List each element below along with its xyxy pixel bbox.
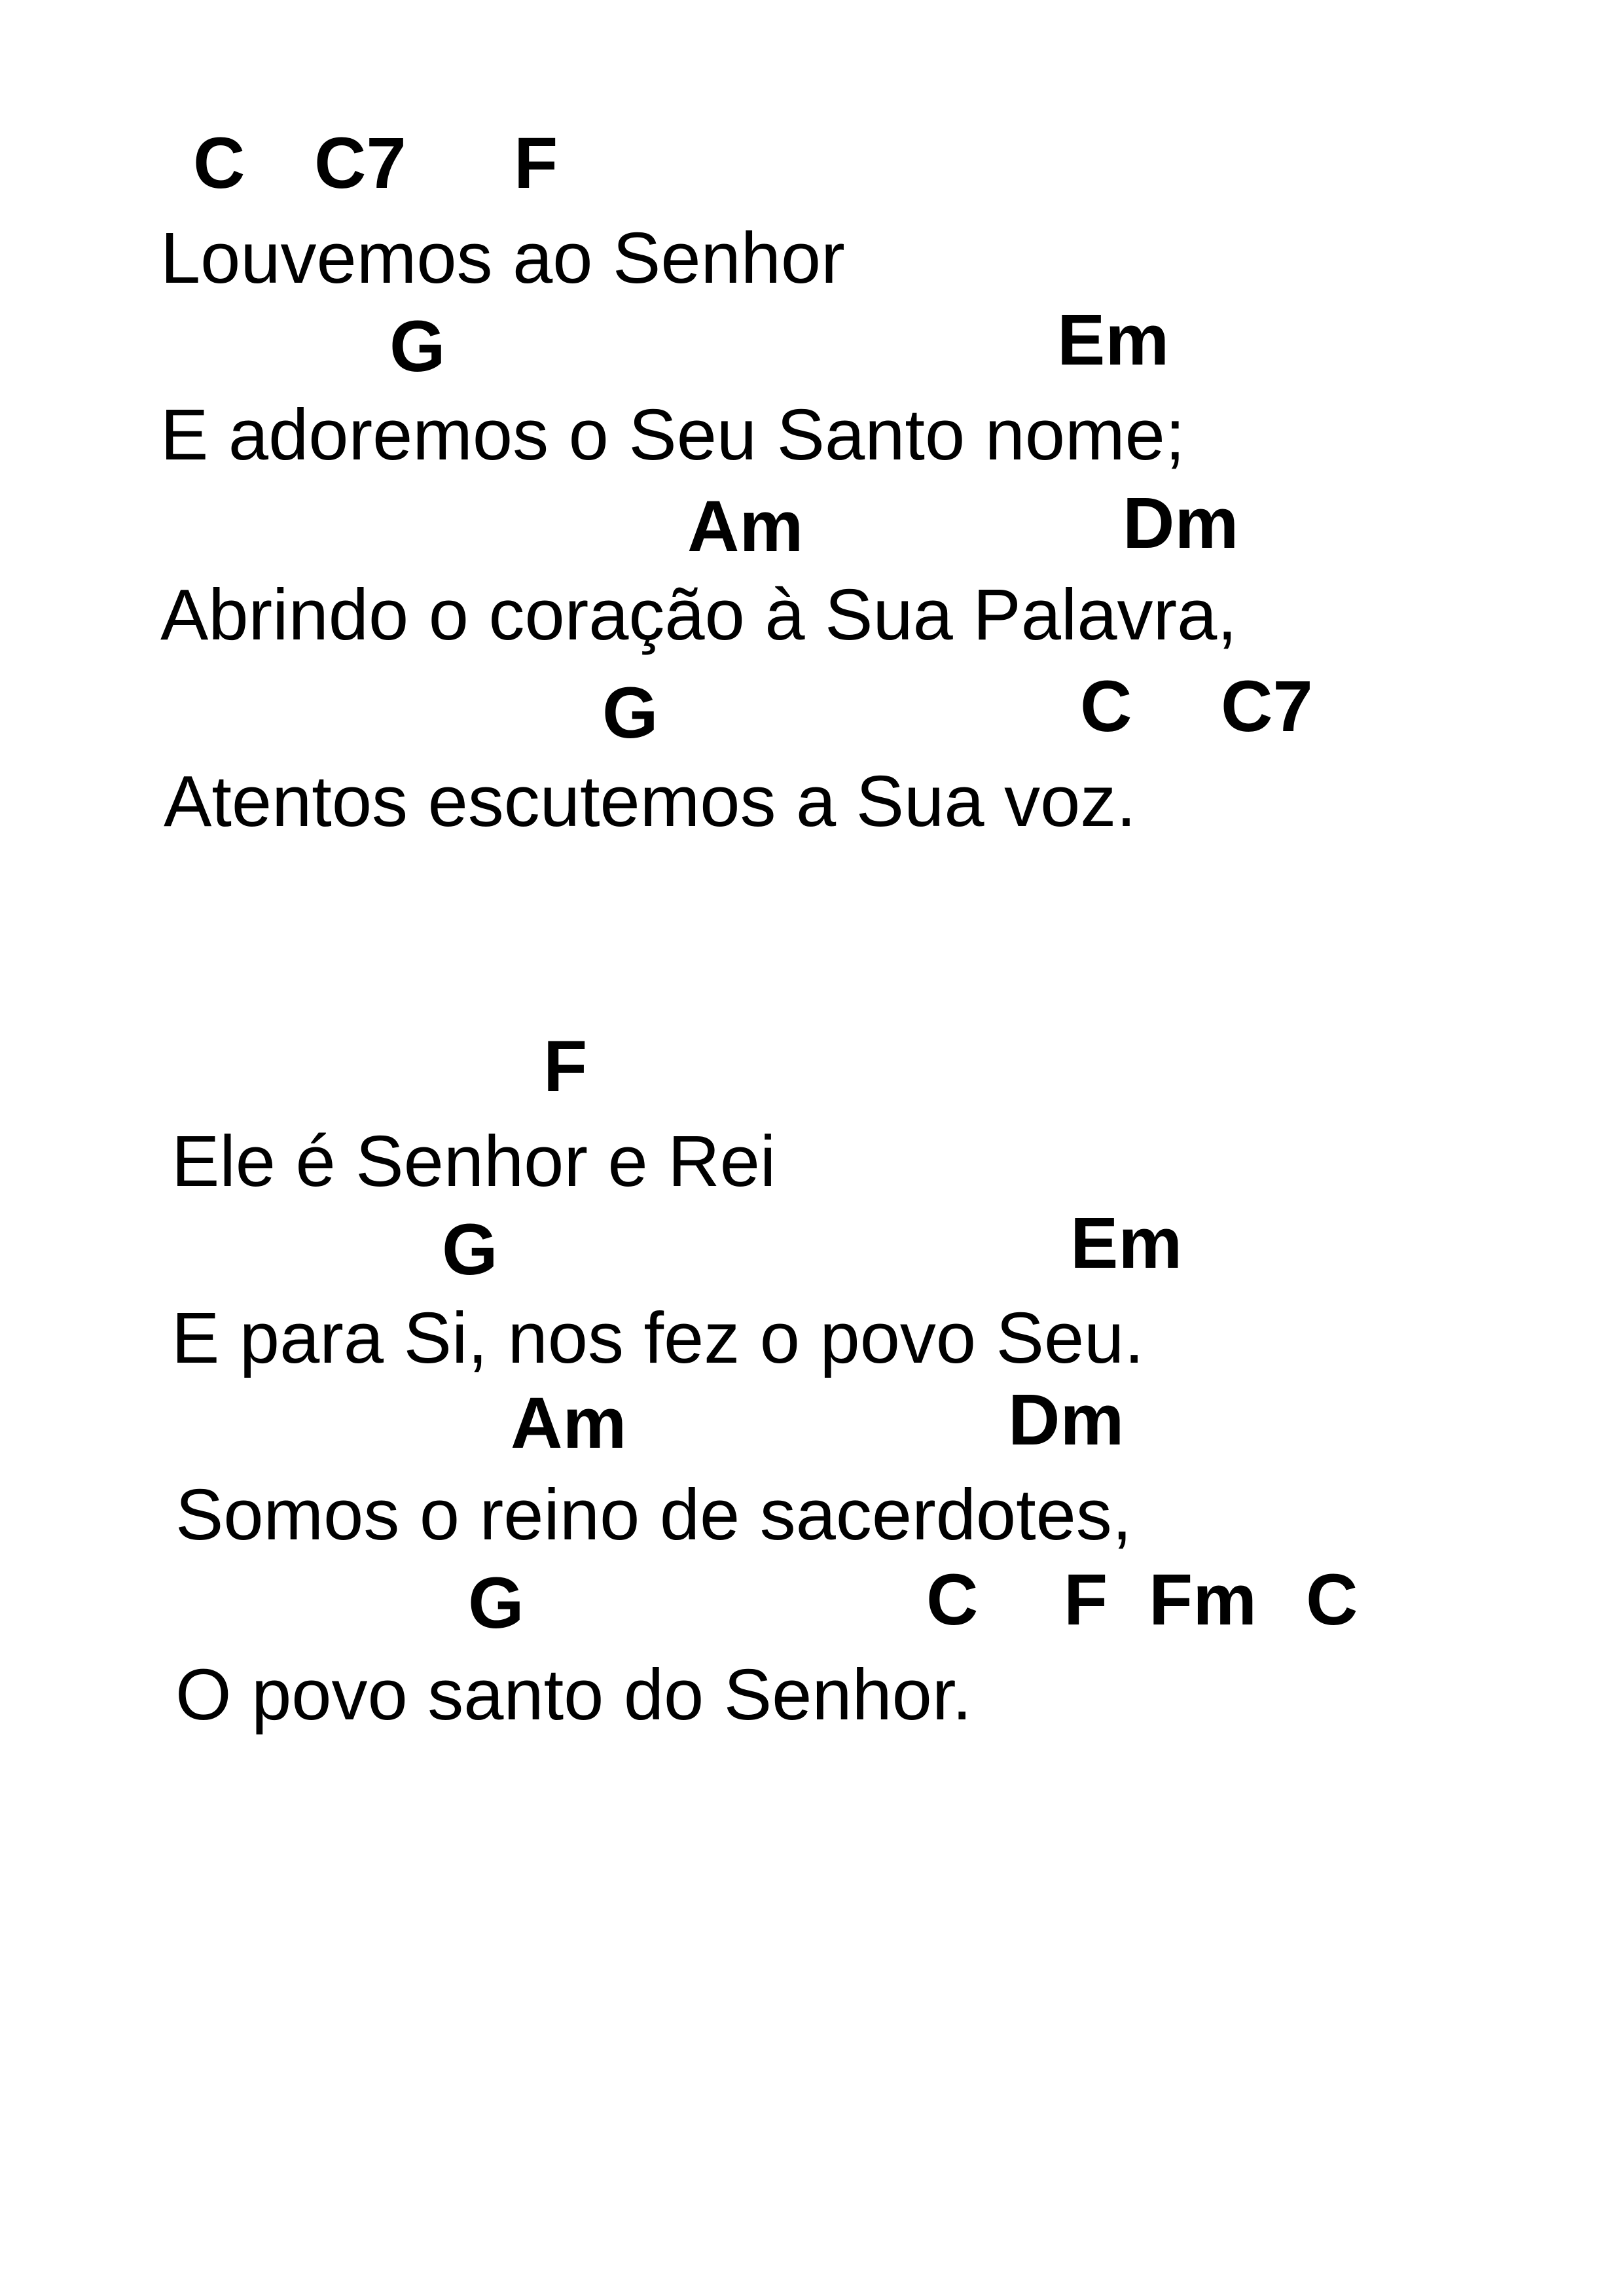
lyric-line: Somos o reino de sacerdotes,	[175, 1475, 1132, 1555]
chord: Dm	[1008, 1380, 1125, 1460]
lyric-line: E para Si, nos fez o povo Seu.	[171, 1298, 1144, 1378]
chord: Am	[511, 1383, 627, 1463]
chord: Am	[687, 486, 804, 567]
lyric-line: Louvemos ao Senhor	[160, 218, 845, 298]
chord: C7	[1221, 666, 1313, 747]
chord: C	[1080, 666, 1132, 747]
lyric-line: O povo santo do Senhor.	[175, 1655, 972, 1735]
chord: F	[514, 123, 558, 204]
chord: G	[442, 1210, 498, 1290]
chord: F	[1064, 1560, 1108, 1640]
chord: Dm	[1123, 483, 1239, 564]
chord: G	[602, 673, 659, 753]
chord: G	[389, 306, 446, 387]
chord: F	[543, 1026, 588, 1107]
chord: C	[1306, 1560, 1358, 1640]
chord: Em	[1070, 1203, 1183, 1283]
chord: C7	[314, 123, 406, 204]
chord: C	[193, 123, 245, 204]
chord: C	[926, 1560, 979, 1640]
lyric-line: Abrindo o coração à Sua Palavra,	[160, 575, 1237, 655]
lyric-line: Ele é Senhor e Rei	[171, 1121, 776, 1202]
lyric-line: Atentos escutemos a Sua voz.	[164, 761, 1136, 842]
chord: Fm	[1149, 1560, 1257, 1640]
chord: G	[468, 1563, 524, 1643]
lyric-line: E adoremos o Seu Santo nome;	[160, 395, 1185, 475]
chord: Em	[1057, 300, 1170, 380]
